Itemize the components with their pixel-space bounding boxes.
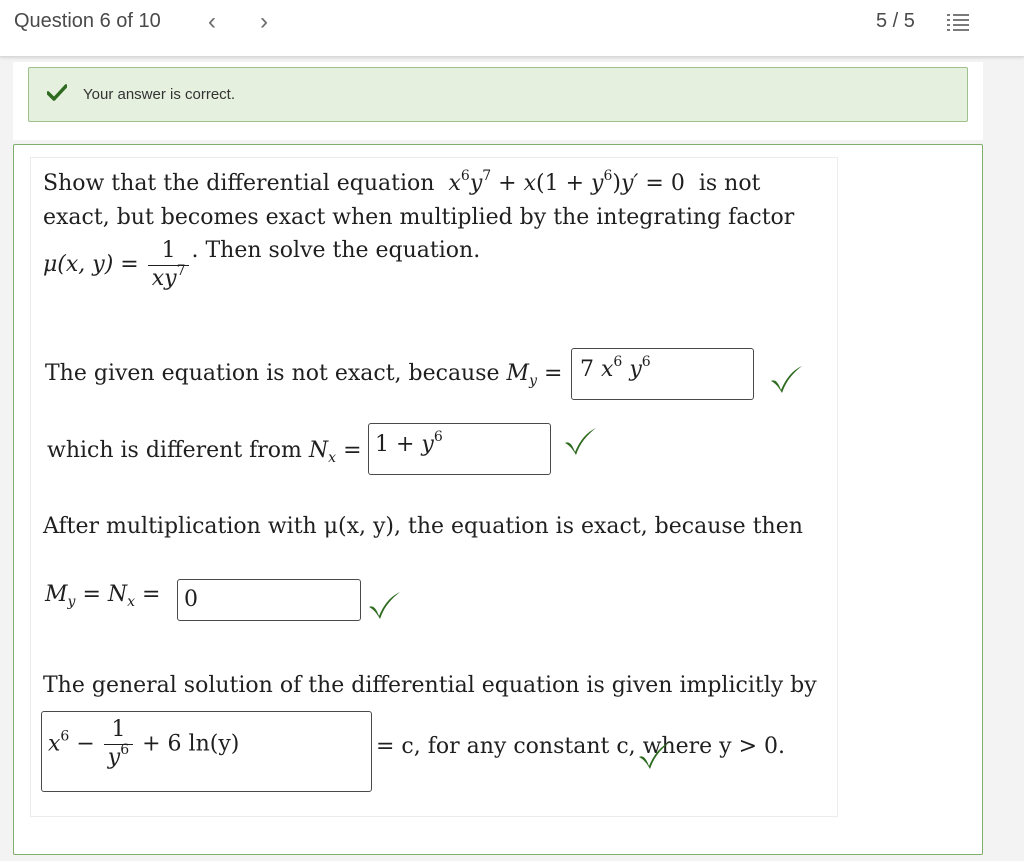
nx-label: which is different from $N_x$ = <box>47 438 362 466</box>
solution-answer-field[interactable]: $x^6$ − $\frac{1}{y^6}$ + 6 ln(y) <box>41 711 372 792</box>
question-counter: Question 6 of 10 <box>14 10 161 32</box>
checkmark-icon <box>47 84 67 102</box>
problem-line-2: exact, but becomes exact when multiplied by the integrating factor <box>43 205 795 230</box>
after-multiplication-text: After multiplication with μ(x, y), the equation is exact, because then <box>43 514 803 539</box>
differential-equation: $x^6y^7 + x(1 + y^6)y' = 0$ <box>448 168 685 196</box>
correct-check-icon <box>637 740 671 770</box>
feedback-message: Your answer is correct. <box>83 86 236 103</box>
general-solution-text: The general solution of the differential equation is given implicitly by <box>43 673 817 698</box>
correct-check-icon <box>563 426 597 456</box>
correct-check-icon <box>367 590 401 620</box>
feedback-alert <box>28 67 968 122</box>
question-body <box>30 157 838 817</box>
my-label: The given equation is not exact, because $M_y$ = <box>45 361 563 389</box>
nx-answer-field[interactable]: $1 + y^6$ <box>368 423 551 475</box>
exact-answer-field[interactable]: 0 <box>177 579 361 621</box>
my-answer-field[interactable]: 7 $x^6$ $y^6$ <box>571 348 754 400</box>
top-bar <box>0 0 1024 57</box>
previous-question-button[interactable]: ‹ <box>208 8 216 35</box>
integrating-factor: μ(x, y) = $\frac{1}{xy^7}$ . Then solve the equation. <box>43 237 481 291</box>
problem-line-1: Show that the differential equation $x^6y^7 + x(1 + y^6)y' = 0$ is not <box>43 168 761 196</box>
exactness-condition: $M_y = N_x$ = <box>45 582 161 610</box>
problem-intro: Show that the differential equation <box>43 171 435 196</box>
question-panel <box>13 144 983 855</box>
next-question-button[interactable]: › <box>260 8 268 35</box>
correct-check-icon <box>769 364 803 394</box>
score-display: 5 / 5 <box>876 10 915 32</box>
list-icon[interactable] <box>946 10 970 34</box>
solution-suffix: = c, for any constant c, where y > 0. <box>376 734 786 759</box>
